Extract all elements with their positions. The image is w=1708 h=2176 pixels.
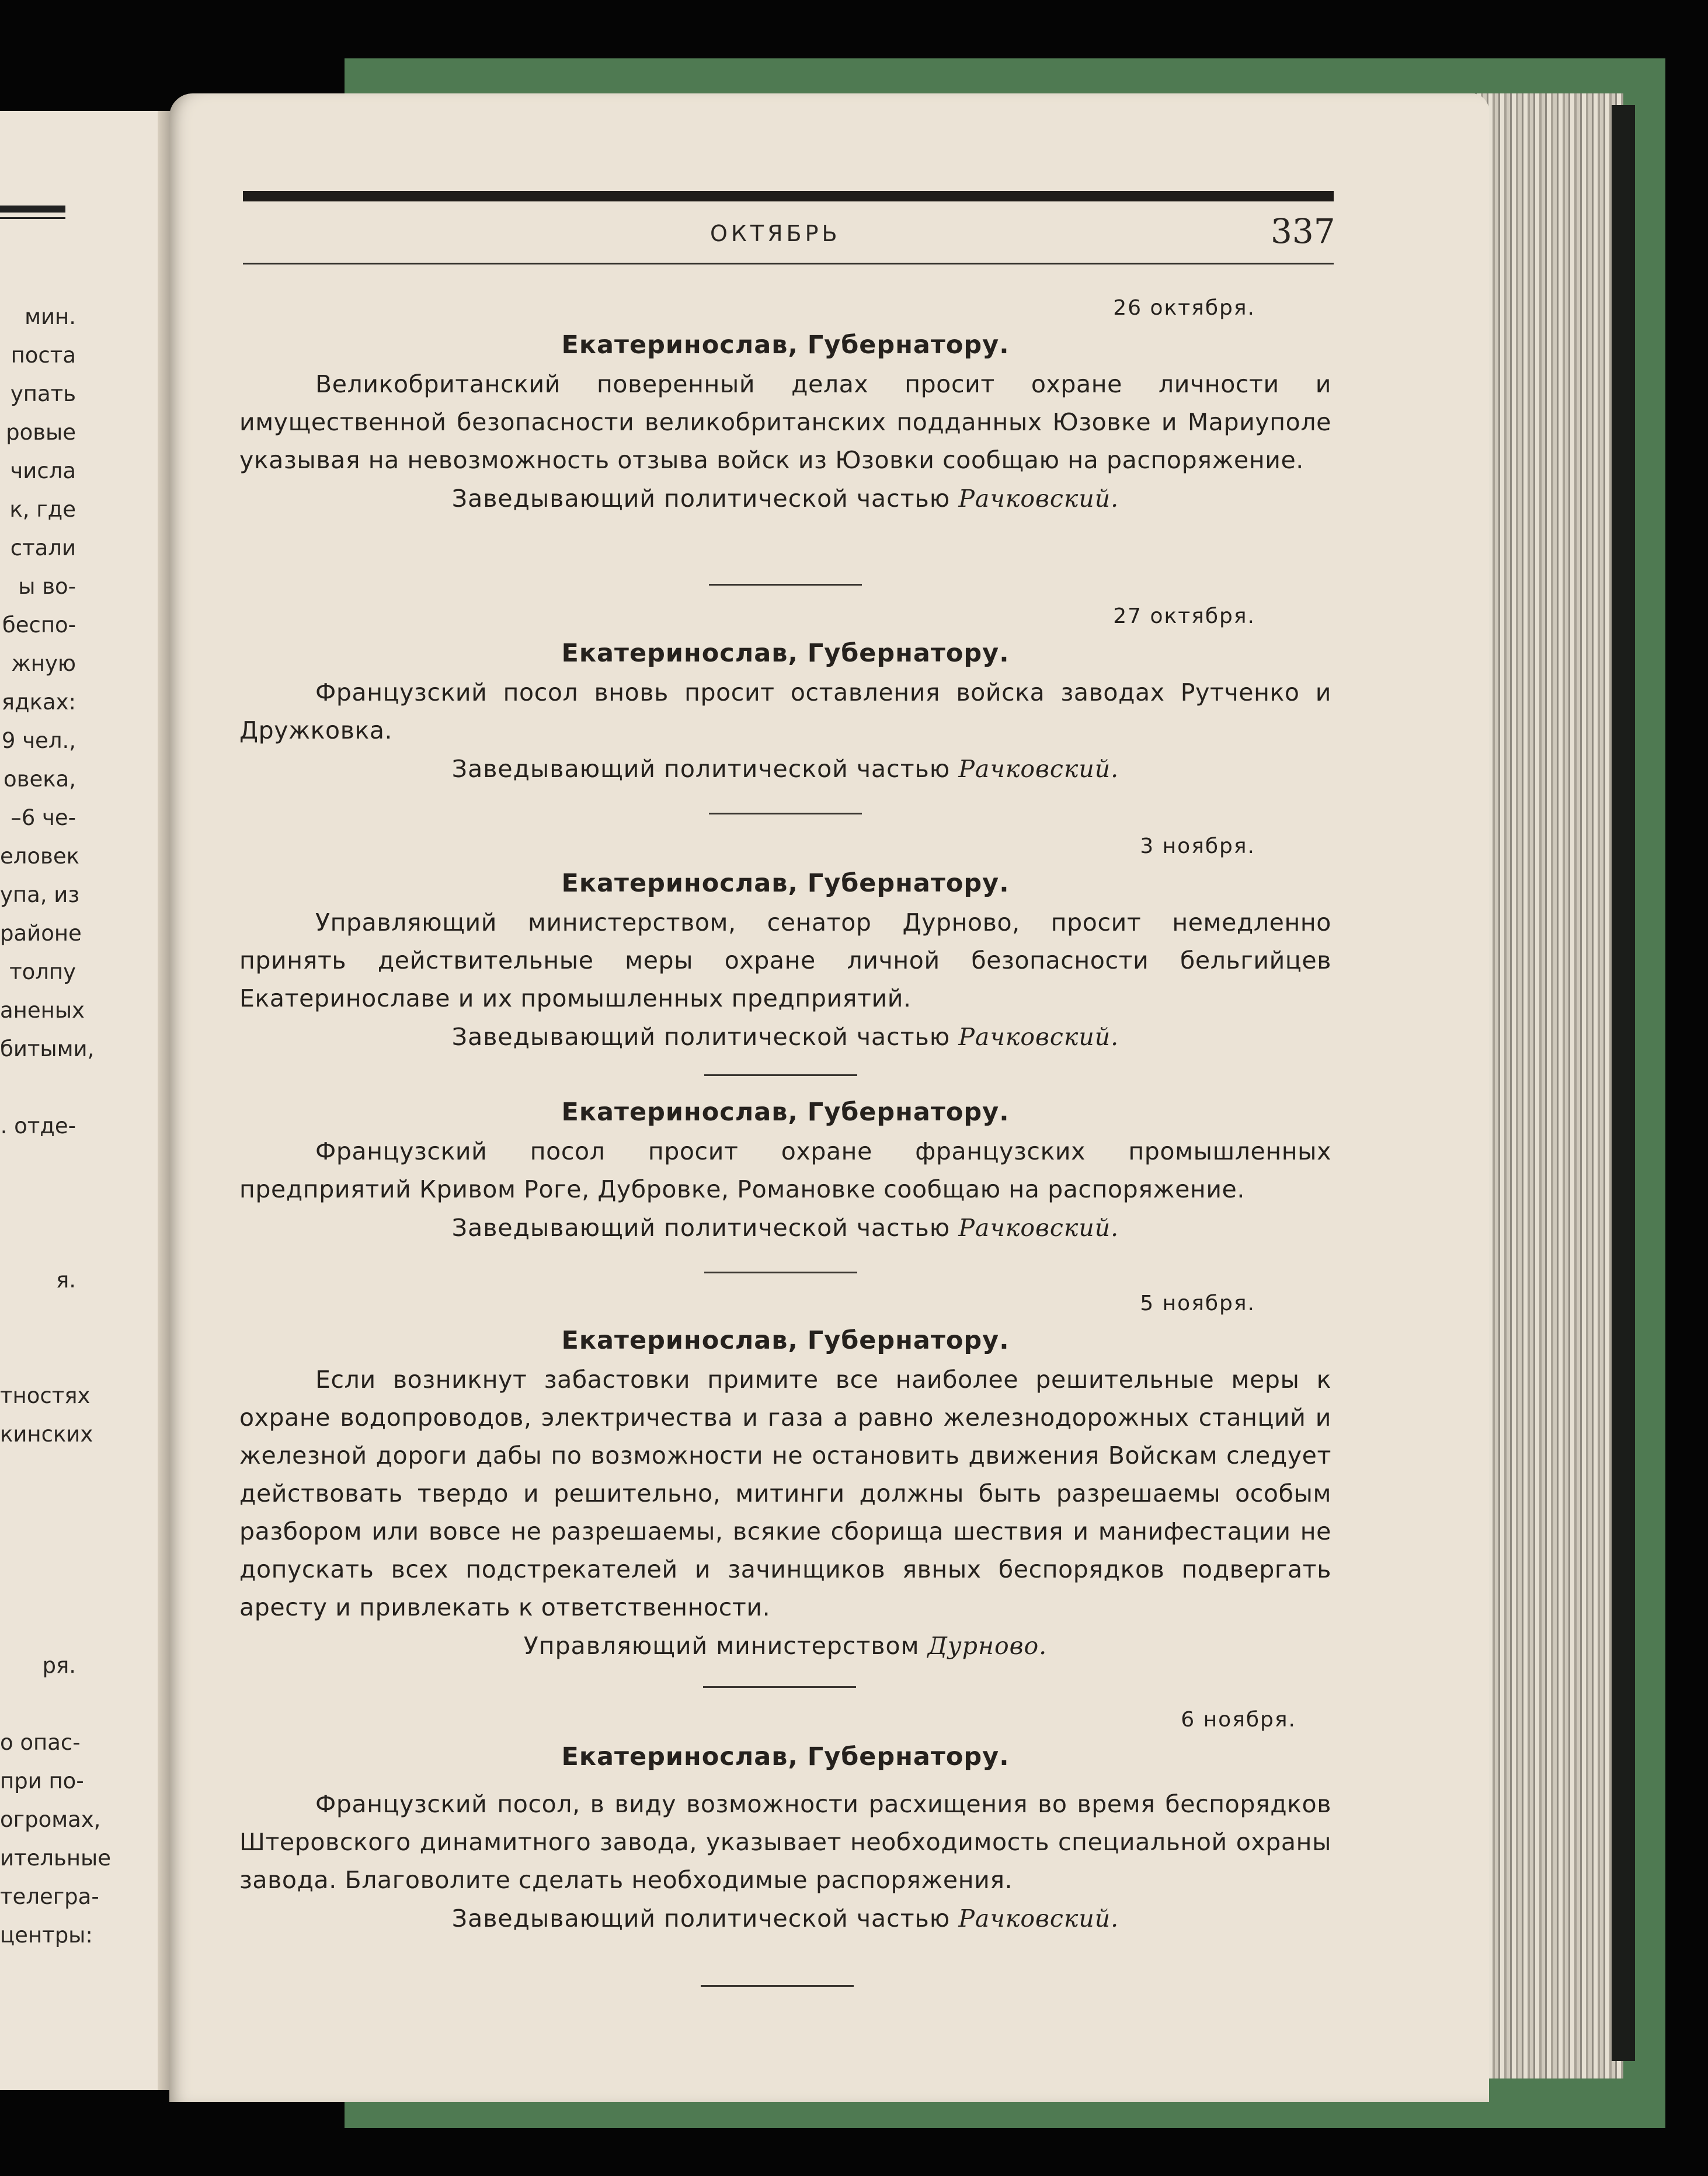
left-page-fragment: тностях — [0, 1383, 91, 1408]
left-page-fragment: ровые — [6, 420, 76, 445]
entry-divider — [703, 1686, 856, 1688]
signature-title: Заведывающий политической частью — [451, 1905, 951, 1933]
left-page-blank-line — [0, 1146, 76, 1184]
telegram-entry — [239, 1287, 1331, 1665]
entry-divider — [709, 584, 862, 586]
signature-title: Заведывающий политической частью — [451, 1214, 951, 1242]
page-edges-shadow — [1612, 105, 1635, 2061]
left-page-fragment: ы во- — [18, 574, 76, 599]
entry-address: Екатеринослав, Губернатору. — [561, 1326, 1010, 1355]
telegram-entry — [239, 1704, 1331, 1938]
entry-divider — [709, 813, 862, 814]
left-page-blank-line — [0, 1685, 76, 1724]
entry-address: Екатеринослав, Губернатору. — [561, 869, 1010, 898]
signature-title: Управляющий министерством — [523, 1632, 920, 1660]
left-page-fragment: 9 чел., — [1, 728, 76, 753]
left-page-fragment: мин. — [25, 304, 76, 329]
entry-body: Если возникнут забастовки примите все наиболее решительные меры к охране водопроводов, электричества и газа а равно железнодорожных станций и железной дороги дабы по возможности не остановить движения Войскам следует действовать твердо и решительно, митинги должны быть разрешаемы особым разбором или вовсе не разрешаемы, всякие сборища шествия и манифестации не допускать всех подстрекателей и зачинщиков явных беспорядков подвергать аресту и привлекать к ответственности. — [239, 1366, 1331, 1621]
left-page-rule — [0, 206, 65, 213]
telegram-entry — [239, 1092, 1331, 1247]
signature-name: Рачковский. — [958, 1905, 1119, 1933]
signature-name: Дурново. — [927, 1632, 1048, 1660]
left-page-rule-thin — [0, 217, 65, 219]
left-page-fragment: . отде- — [0, 1113, 76, 1139]
entry-signature — [239, 479, 1331, 518]
signature-name: Рачковский. — [958, 755, 1119, 783]
telegram-entry — [239, 292, 1331, 518]
signature-name: Рачковский. — [958, 1023, 1119, 1051]
signature-name: Рачковский. — [958, 485, 1119, 513]
page-number: 337 — [1271, 211, 1335, 251]
entry-body: Французский посол вновь просит оставления войска заводах Рутченко и Дружковка. — [239, 678, 1331, 744]
entry-date: 5 ноября. — [1140, 1291, 1255, 1315]
left-page-blank-line — [0, 1608, 76, 1646]
left-page-fragment: числа — [10, 458, 76, 483]
entry-divider — [701, 1985, 854, 1987]
entry-body: Французский посол, в виду возможности расхищения во время беспорядков Штеровского динамитного завода, указывает необходимость специальной охраны завода. Благоволите сделать необходимые распоряжения. — [239, 1790, 1331, 1894]
left-page-fragment: телегра- — [0, 1884, 99, 1909]
telegram-entry — [239, 600, 1331, 788]
entry-signature — [239, 1018, 1331, 1056]
entry-signature — [239, 1627, 1331, 1665]
entry-signature — [239, 1209, 1331, 1247]
left-page-fragment: беспо- — [2, 612, 76, 638]
running-head: ОКТЯБРЬ — [710, 221, 841, 246]
left-page-fragment: центры: — [0, 1923, 93, 1948]
left-page-blank-line — [0, 1300, 76, 1338]
left-page-blank-line — [0, 1569, 76, 1608]
page-edges — [1472, 93, 1623, 2078]
header-rule-thin — [243, 263, 1334, 264]
left-page-fragment: –6 че- — [11, 805, 76, 830]
left-page-blank-line — [0, 1492, 76, 1531]
left-page-fragment: поста — [11, 343, 76, 368]
left-page-fragment: толпу — [9, 959, 76, 984]
left-page-fragment: жную — [11, 651, 76, 676]
signature-title: Заведывающий политической частью — [451, 485, 951, 513]
left-page-fragment: я. — [55, 1268, 76, 1293]
entry-signature — [239, 1899, 1331, 1938]
signature-name: Рачковский. — [958, 1214, 1119, 1242]
left-page-fragment: ядках: — [1, 690, 76, 715]
signature-title: Заведывающий политической частью — [451, 1023, 951, 1051]
signature-title: Заведывающий политической частью — [451, 755, 951, 783]
entry-divider — [704, 1272, 857, 1273]
entry-address: Екатеринослав, Губернатору. — [561, 1742, 1010, 1771]
entry-address: Екатеринослав, Губернатору. — [561, 639, 1010, 668]
left-page-fragment: аненых — [0, 998, 85, 1023]
entry-address: Екатеринослав, Губернатору. — [561, 1098, 1010, 1127]
left-page-fragment: огромах, — [0, 1807, 101, 1832]
left-page-text-fragments — [0, 298, 111, 1955]
entry-date: 6 ноября. — [1181, 1708, 1296, 1732]
entry-address: Екатеринослав, Губернатору. — [561, 330, 1010, 360]
left-page-blank-line — [0, 1068, 76, 1107]
left-page-fragment: еловек — [0, 844, 79, 869]
left-page-fragment: ительные — [0, 1846, 111, 1871]
entry-signature — [239, 750, 1331, 788]
left-page-fragment: битыми, — [0, 1036, 95, 1061]
entry-body: Великобританский поверенный делах просит охране личности и имущественной безопасности великобританских подданных Юзовке и Мариуполе указывая на невозможность отзыва войск из Юзовки сообщаю на распоряжение. — [239, 370, 1331, 474]
left-page-fragment: ря. — [42, 1653, 76, 1678]
left-page-fragment: упа, из — [0, 882, 80, 907]
entry-date: 3 ноября. — [1140, 834, 1255, 858]
left-page-fragment: о опас- — [0, 1730, 81, 1755]
entry-body: Французский посол просит охране французских промышленных предприятий Кривом Роге, Дубровке, Романовке сообщаю на распоряжение. — [239, 1137, 1331, 1203]
left-page-fragment: стали — [10, 535, 76, 560]
entry-date: 27 октября. — [1113, 604, 1255, 628]
header-rule-thick — [243, 191, 1334, 201]
left-page-fragment: овека, — [4, 767, 76, 792]
left-page-blank-line — [0, 1531, 76, 1569]
entry-body: Управляющий министерством, сенатор Дурново, просит немедленно принять действительные меры охране личной безопасности бельгийцев Екатеринославе и их промышленных предприятий. — [239, 908, 1331, 1012]
left-page-fragment: районе — [0, 921, 82, 946]
left-page-blank-line — [0, 1184, 76, 1223]
left-page-blank-line — [0, 1454, 76, 1492]
left-page-blank-line — [0, 1338, 76, 1377]
entry-divider — [704, 1074, 857, 1076]
left-page-fragment: кинских — [0, 1422, 93, 1447]
telegram-entry — [239, 830, 1331, 1056]
left-page-fragment: к, где — [9, 497, 76, 522]
left-page-fragment: упать — [10, 381, 76, 406]
entry-date: 26 октября. — [1113, 296, 1255, 320]
left-page-fragment: при по- — [0, 1768, 84, 1794]
left-page-blank-line — [0, 1223, 76, 1261]
